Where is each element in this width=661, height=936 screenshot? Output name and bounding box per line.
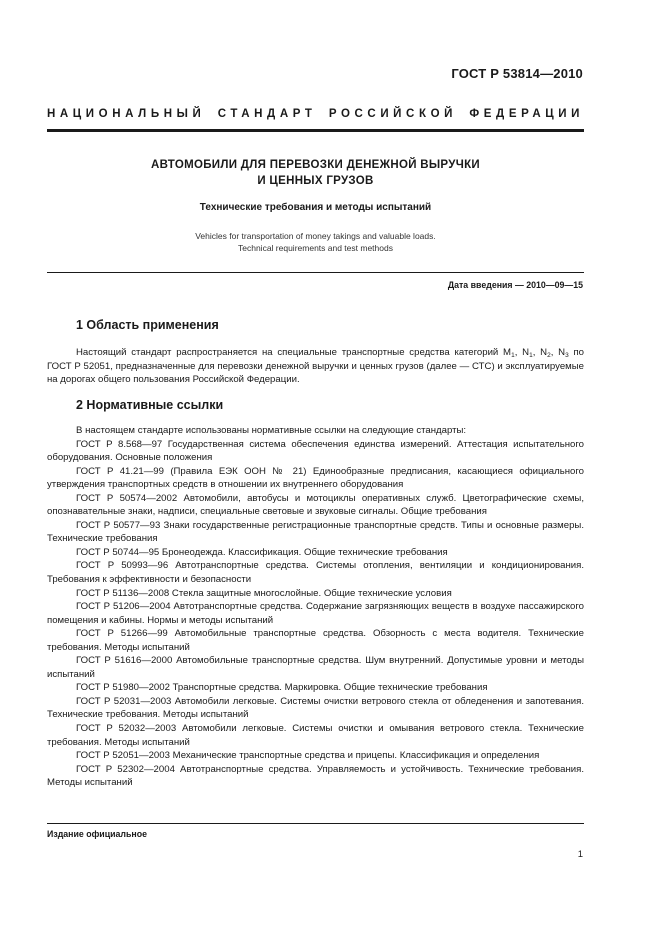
national-standard-word: НАЦИОНАЛЬНЫЙ (47, 108, 206, 120)
edition-label: Издание официальное (47, 829, 147, 839)
document-subtitle: Технические требования и методы испытаний (199, 202, 432, 213)
reference-item: ГОСТ Р 50577—93 Знаки государственные регистрационные транспортные средств. Типы и основные размеры. Технические требования (47, 519, 584, 545)
reference-item: ГОСТ Р 50744—95 Бронеодежда. Классификация. Общие технические требования (76, 546, 448, 558)
introduction-date: Дата введения — 2010—09—15 (447, 280, 583, 290)
reference-item: ГОСТ Р 51136—2008 Стекла защитные многослойные. Общие технические условия (76, 587, 452, 599)
national-standard-title (47, 108, 584, 120)
reference-item: ГОСТ Р 52032—2003 Автомобили легковые. Системы очистки и омывания ветрового стекла. Технические требования. Методы испытаний (47, 723, 584, 748)
normative-references (47, 424, 584, 790)
reference-item: ГОСТ Р 51206—2004 Автотранспортные средства. Содержание загрязняющих веществ в воздухе пассажирского помещения и кабины. Нормы и методы испытаний (47, 601, 584, 626)
section-1-paragraph: Настоящий стандарт распространяется на специальные транспортные средства категорий $M_1$, $N_1$, $N_2$, $N_3$ по ГОСТ Р 52051, предназначенные для перевозки денежной выручки и ценных грузов (далее — СТС) и эксплуатируемые на дорогах общего пользования Российской Федерации. (47, 347, 584, 386)
english-title-line2: Technical requirements and test methods (238, 243, 393, 253)
header-rule (47, 129, 584, 132)
document-title-line2: И ЦЕННЫХ ГРУЗОВ (257, 175, 374, 187)
reference-item: ГОСТ Р 51616—2000 Автомобильные транспортные средства. Шум внутренний. Допустимые уровни и методы испытаний (47, 655, 584, 680)
section-1-heading: 1 Область применения (76, 318, 219, 332)
reference-item: ГОСТ Р 52031—2003 Автомобили легковые. Системы очистки ветрового стекла от обледенения и запотевания. Технические требования. Методы испытаний (47, 695, 584, 721)
footer-rule (47, 823, 584, 824)
national-standard-word: СТАНДАРТ (217, 108, 317, 120)
section-2-heading: 2 Нормативные ссылки (76, 398, 224, 412)
reference-item: ГОСТ Р 41.21—99 (Правила ЕЭК ООН № 21) Единообразные предписания, касающиеся официального утверждения транспортных средств в отношении их внутреннего оборудования (47, 465, 584, 491)
document-title-line1: АВТОМОБИЛИ ДЛЯ ПЕРЕВОЗКИ ДЕНЕЖНОЙ ВЫРУЧКИ (151, 159, 480, 171)
reference-item: ГОСТ Р 51980—2002 Транспортные средства. Маркировка. Общие технические требования (76, 682, 488, 694)
reference-item: ГОСТ Р 50574—2002 Автомобили, автобусы и мотоциклы оперативных служб. Цветографические схемы, опознавательные знаки, надписи, специальные световые и звуковые сигналы. Общие требования (47, 492, 584, 518)
national-standard-word: ФЕДЕРАЦИИ (469, 108, 584, 120)
reference-item: ГОСТ Р 8.568—97 Государственная система обеспечения единства измерений. Аттестация испытательного оборудования. Основные положения (47, 438, 584, 464)
english-title-line1: Vehicles for transportation of money takings and valuable loads. (195, 231, 436, 241)
reference-item: ГОСТ Р 50993—96 Автотранспортные средства. Системы отопления, вентиляции и кондиционирования. Требования к эффективности и безопасности (47, 560, 584, 586)
title-rule (47, 272, 584, 273)
national-standard-word: РОССИЙСКОЙ (328, 108, 457, 120)
reference-item: ГОСТ Р 52302—2004 Автотранспортные средства. Управляемость и устойчивость. Технические требования. Методы испытаний (47, 763, 584, 789)
reference-item: ГОСТ Р 52051—2003 Механические транспортные средства и прицепы. Классификация и определения (76, 750, 540, 762)
page-number: 1 (577, 849, 583, 860)
references-intro: В настоящем стандарте использованы нормативные ссылки на следующие стандарты: (76, 425, 467, 436)
document-title (47, 157, 584, 189)
reference-item: ГОСТ Р 51266—99 Автомобильные транспортные средства. Обзорность с места водителя. Технические требования. Методы испытаний (47, 628, 584, 653)
gost-number: ГОСТ Р 53814—2010 (451, 66, 583, 81)
english-title (47, 230, 584, 254)
